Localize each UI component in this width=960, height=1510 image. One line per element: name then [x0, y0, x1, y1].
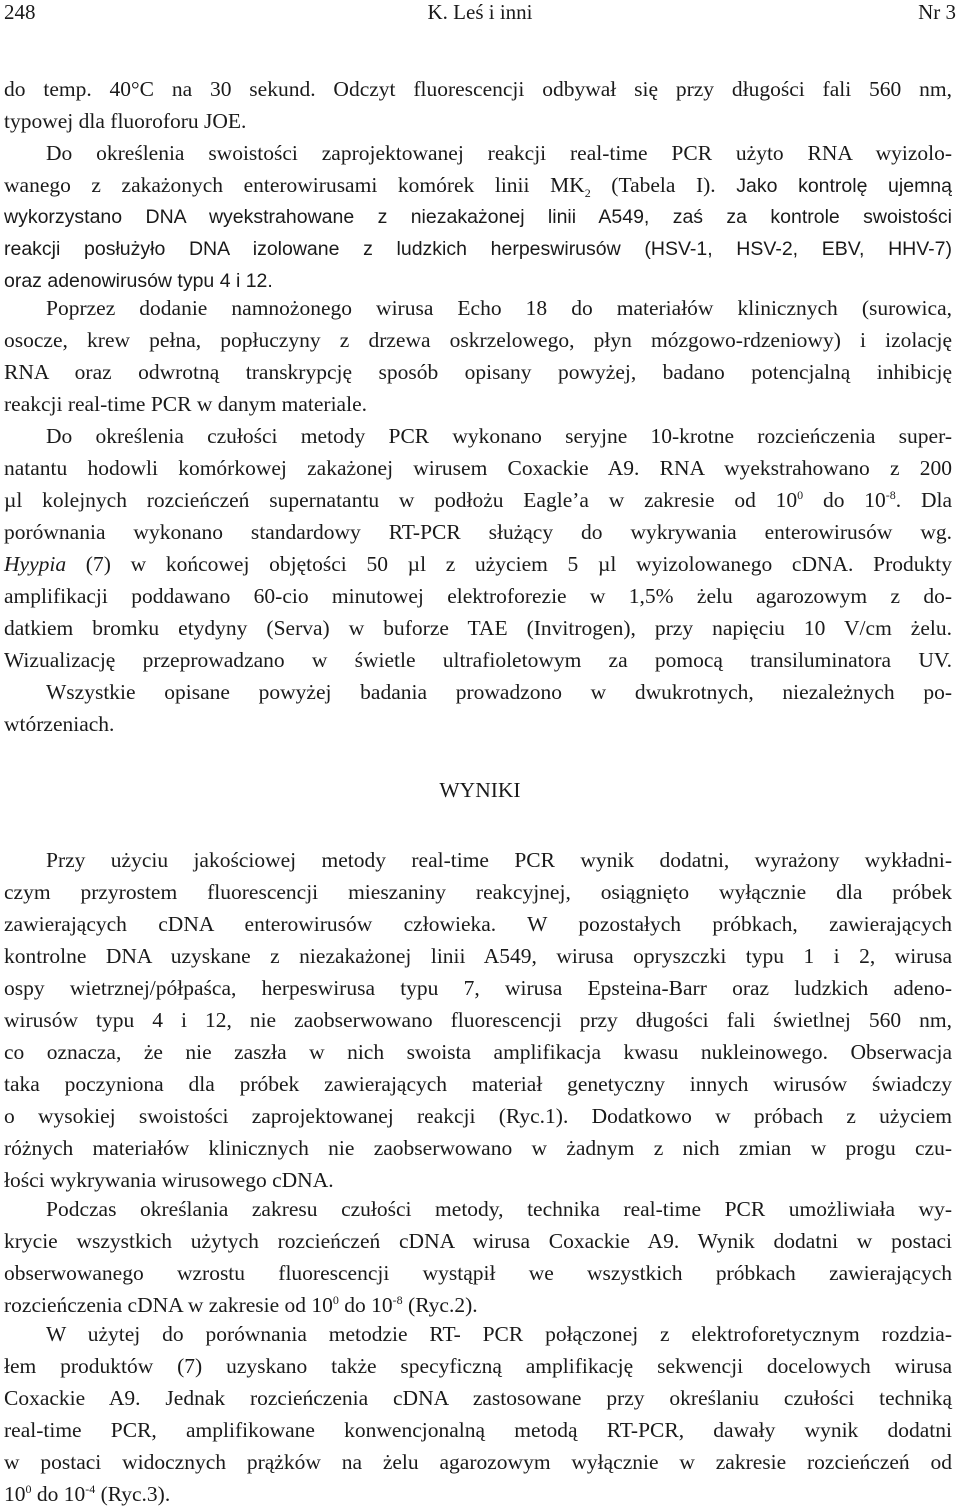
text-run: w postaci widocznych prążków na żelu agarozowym wyłącznie w zakresie rozcieńczeń od: [4, 1450, 952, 1474]
text-run: (Ryc.2).: [402, 1293, 478, 1317]
text-line: [4, 1257, 952, 1289]
text-run: Jako kontrolę ujemną: [736, 175, 953, 197]
text-line: [4, 876, 952, 908]
page-number: 248: [4, 0, 36, 24]
text-run: do temp. 40°C na 30 sekund. Odczyt fluorescencji odbywał się przy długości fali 560 nm,: [4, 77, 952, 101]
text-line: [4, 708, 952, 740]
text-run: różnych materiałów klinicznych nie zaobserwowano w żadnym z nich zmian w progu czu-: [4, 1136, 952, 1160]
text-run: Wszystkie opisane powyżej badania prowadzono w dwukrotnych, niezależnych po-: [46, 680, 952, 704]
text-run: WYNIKI: [439, 778, 521, 802]
text-run: krycie wszystkich użytych rozcieńczeń cDNA wirusa Coxackie A9. Wynik dodatni w postaci: [4, 1229, 952, 1253]
text-run: Coxackie A9. Jednak rozcieńczenia cDNA zastosowane przy określaniu czułości techniką: [4, 1386, 952, 1410]
superscript: -8: [392, 1293, 403, 1307]
text-line: [46, 292, 952, 324]
section-heading: [0, 774, 960, 806]
text-run: porównania wykonano standardowy RT-PCR służący do wykrywania enterowirusów wg.: [4, 520, 952, 544]
text-line: [4, 1414, 952, 1446]
text-line: [4, 548, 952, 580]
superscript: 0: [332, 1293, 339, 1307]
text-run: łości wykrywania wirusowego cDNA.: [4, 1168, 334, 1192]
text-line: [4, 1478, 952, 1510]
text-line: [4, 1036, 952, 1068]
text-run: kontrolne DNA uzyskane z niezakażonej linii A549, wirusa opryszczki typu 1 i 2, wirusa: [4, 944, 952, 968]
text-run: reakcji posłużyło DNA izolowane z ludzkich herpeswirusów (HSV-1, HSV-2, EBV, HHV-7): [4, 238, 952, 260]
text-line: [4, 940, 952, 972]
text-line: [4, 484, 952, 516]
superscript: -4: [85, 1482, 96, 1496]
text-line: [4, 73, 952, 105]
text-line: [46, 844, 952, 876]
text-run: do 10: [31, 1482, 86, 1506]
text-line: [46, 1318, 952, 1350]
text-run: (7) w końcowej objętości 50 µl z użyciem 5 µl wyizolowanego cDNA. Produkty: [66, 552, 952, 576]
text-line: [46, 676, 952, 708]
text-run: 10: [4, 1482, 26, 1506]
text-run: wtórzeniach.: [4, 712, 115, 736]
text-run: W użytej do porównania metodzie RT- PCR połączonej z elektroforetycznym rozdzia-: [46, 1322, 952, 1346]
text-line: [4, 356, 952, 388]
text-line: [4, 580, 952, 612]
text-run: wirusów typu 4 i 12, nie zaobserwowano fluorescencji przy długości fali świetlnej 560 nm,: [4, 1008, 952, 1032]
text-line: [4, 1289, 952, 1321]
superscript: 0: [797, 488, 804, 502]
text-run: . Dla: [895, 488, 952, 512]
running-header-authors: K. Leś i inni: [427, 0, 533, 24]
text-line: [46, 1193, 952, 1225]
text-run: łem produktów (7) uzyskano także specyficzną amplifikację sekwencji docelowych wirusa: [4, 1354, 952, 1378]
text-line: [4, 1132, 952, 1164]
running-header: [0, 0, 960, 30]
text-run: Poprzez dodanie namnożonego wirusa Echo 18 do materiałów klinicznych (surowica,: [46, 296, 952, 320]
text-line: [4, 1068, 952, 1100]
text-line: [4, 612, 952, 644]
text-line: [4, 452, 952, 484]
superscript: 0: [25, 1482, 32, 1496]
text-line: [4, 972, 952, 1004]
text-run: do 10: [803, 488, 886, 512]
text-run: do 10: [338, 1293, 393, 1317]
text-line: [4, 388, 952, 420]
text-line: [4, 324, 952, 356]
text-run: Wizualizację przeprowadzano w świetle ultrafioletowym za pomocą transiluminatora UV.: [4, 648, 952, 672]
text-run: wykorzystano DNA wyekstrahowane z niezakażonej linii A549, zaś za kontrole swoistości: [4, 206, 952, 228]
text-run: real-time PCR, amplifikowane konwencjonalną metodą RT-PCR, dawały wynik dodatni: [4, 1418, 952, 1442]
text-line: [4, 201, 952, 233]
text-line: [4, 105, 952, 137]
text-line: [4, 1382, 952, 1414]
text-run: Do określenia czułości metody PCR wykonano seryjne 10-krotne rozcieńczenia super-: [46, 424, 952, 448]
text-run: Przy użyciu jakościowej metody real-time PCR wynik dodatni, wyrażony wykładni-: [46, 848, 952, 872]
issue-number: Nr 3: [918, 0, 956, 24]
text-run: o wysokiej swoistości zaprojektowanej reakcji (Ryc.1). Dodatkowo w próbach z użyciem: [4, 1104, 952, 1128]
text-line: [4, 1446, 952, 1478]
text-run: reakcji real-time PCR w danym materiale.: [4, 392, 367, 416]
text-line: [46, 137, 952, 169]
text-run: rozcieńczenia cDNA w zakresie od 10: [4, 1293, 333, 1317]
text-run: czym przyrostem fluorescencji mieszaniny reakcyjnej, osiągnięto wyłącznie dla próbek: [4, 880, 952, 904]
text-line: [4, 1100, 952, 1132]
text-run: co oznacza, że nie zaszła w nich swoista amplifikacja kwasu nukleinowego. Obserwacja: [4, 1040, 952, 1064]
text-run: ospy wietrznej/półpaśca, herpeswirusa typu 7, wirusa Epsteina-Barr oraz ludzkich adeno-: [4, 976, 952, 1000]
text-line: [4, 1225, 952, 1257]
text-run: taka poczyniona dla próbek zawierających materiał genetyczny innych wirusów świadczy: [4, 1072, 952, 1096]
text-run: µl kolejnych rozcieńczeń supernatantu w podłożu Eagle’a w zakresie od 10: [4, 488, 798, 512]
text-line: [4, 1004, 952, 1036]
text-line: [4, 169, 952, 201]
text-line: [4, 908, 952, 940]
text-line: [4, 1164, 952, 1196]
text-run: typowej dla fluoroforu JOE.: [4, 109, 247, 133]
text-run: datkiem bromku etydyny (Serva) w buforze TAE (Invitrogen), przy napięciu 10 V/cm żelu.: [4, 616, 952, 640]
subscript: 2: [584, 186, 591, 200]
text-run: oraz adenowirusów typu 4 i 12.: [4, 270, 273, 292]
text-run: natantu hodowli komórkowej zakażonej wirusem Coxackie A9. RNA wyekstrahowano z 200: [4, 456, 952, 480]
text-run: (Ryc.3).: [95, 1482, 171, 1506]
text-run: osocze, krew pełna, popłuczyny z drzewa oskrzelowego, płyn mózgowo-rdzeniowy) i izolację: [4, 328, 952, 352]
text-run: RNA oraz odwrotną transkrypcję sposób opisany powyżej, badano potencjalną inhibicję: [4, 360, 952, 384]
text-run: wanego z zakażonych enterowirusami komórek linii MK: [4, 173, 585, 197]
text-run: (Tabela I).: [590, 173, 737, 197]
text-line: [4, 516, 952, 548]
text-line: [46, 420, 952, 452]
text-run: zawierających cDNA enterowirusów człowieka. W pozostałych próbkach, zawierających: [4, 912, 952, 936]
text-run: Do określenia swoistości zaprojektowanej reakcji real-time PCR użyto RNA wyizolo-: [46, 141, 952, 165]
text-run: Podczas określania zakresu czułości metody, technika real-time PCR umożliwiała wy-: [46, 1197, 952, 1221]
text-line: [4, 1350, 952, 1382]
text-run: Hyypia: [4, 552, 67, 576]
superscript: -8: [885, 488, 896, 502]
text-run: amplifikacji poddawano 60-cio minutowej elektroforezie w 1,5% żelu agarozowym z do-: [4, 584, 952, 608]
text-line: [4, 644, 952, 676]
text-run: obserwowanego wzrostu fluorescencji wystąpił we wszystkich próbkach zawierających: [4, 1261, 952, 1285]
text-line: [4, 233, 952, 265]
